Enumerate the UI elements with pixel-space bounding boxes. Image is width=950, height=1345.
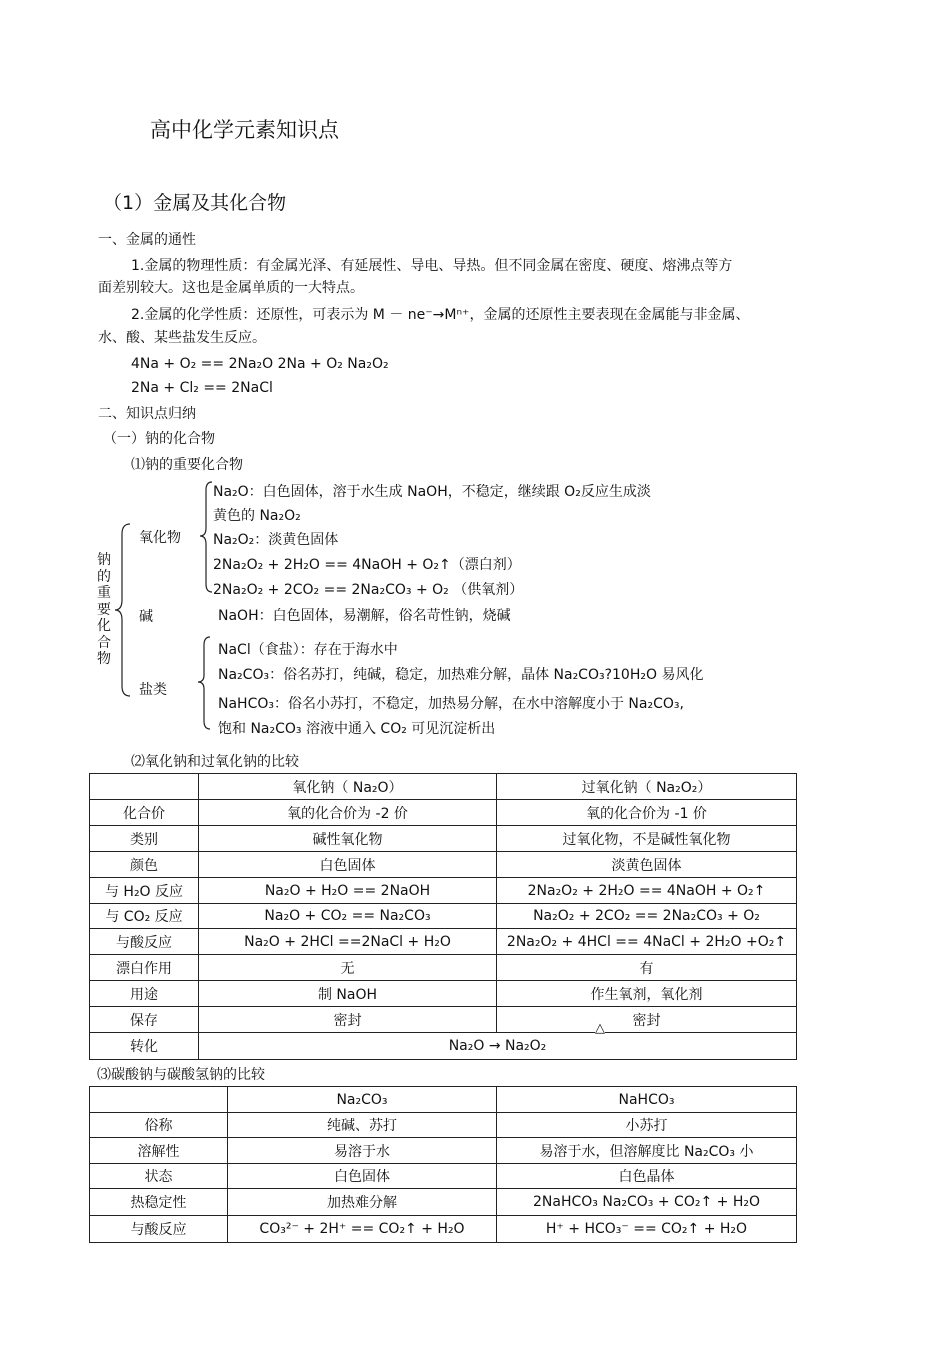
table-cell: 氧的化合价为 -2 价 — [199, 800, 497, 826]
table-header-row — [90, 1087, 797, 1113]
row-label: 与 H₂O 反应 — [90, 878, 199, 904]
table-cell: 白色晶体 — [497, 1164, 797, 1189]
section-heading: （1）金属及其化合物 — [103, 192, 287, 214]
heat-triangle-icon: △ — [595, 1021, 605, 1036]
table-cell: H⁺ + HCO₃⁻ == CO₂↑ + H₂O — [497, 1216, 797, 1243]
vertical-char: 合 — [97, 634, 111, 651]
category-oxide: 氧化物 — [139, 530, 181, 546]
table-cell: 密封 — [199, 1007, 497, 1033]
vertical-char: 化 — [97, 618, 111, 634]
table-row — [90, 929, 797, 955]
oxide-brace — [198, 480, 214, 594]
row-label: 俗称 — [90, 1113, 228, 1138]
table-cell: 密封 — [497, 1007, 797, 1033]
table-cell: 淡黄色固体 — [497, 852, 797, 878]
table-row — [90, 1113, 797, 1138]
vertical-label — [96, 552, 112, 668]
table-row — [90, 1216, 797, 1243]
vertical-char: 的 — [97, 568, 111, 585]
table-row — [90, 955, 797, 981]
page-title: 高中化学元素知识点 — [150, 118, 339, 142]
paragraph-chemical-line1: 2.金属的化学性质：还原性，可表示为 M － ne⁻→Mⁿ⁺，金属的还原性主要表现在金属能与非金属、 — [131, 307, 750, 323]
table-cell: 纯碱、苏打 — [228, 1113, 497, 1138]
heading-knowledge-summary: 二、知识点归纳 — [98, 406, 196, 422]
salt-item: NaHCO₃：俗名小苏打，不稳定，加热易分解，在水中溶解度小于 Na₂CO₃, — [218, 696, 684, 712]
table-row — [90, 1164, 797, 1189]
vertical-char: 钠 — [97, 552, 111, 568]
table-cell: Na₂O + 2HCl ==2NaCl + H₂O — [199, 929, 497, 955]
table-cell: Na₂O + H₂O == 2NaOH — [199, 878, 497, 904]
equation-sodium-oxygen: 4Na + O₂ == 2Na₂O 2Na + O₂ Na₂O₂ — [131, 356, 389, 372]
oxide-item: Na₂O：白色固体，溶于水生成 NaOH，不稳定，继续跟 O₂反应生成淡 — [213, 484, 651, 500]
table-cell: 碱性氧化物 — [199, 826, 497, 852]
equation-sodium-chlorine: 2Na + Cl₂ == 2NaCl — [131, 380, 273, 396]
vertical-char: 重 — [97, 585, 111, 601]
vertical-char: 要 — [97, 601, 111, 618]
row-label: 类别 — [90, 826, 199, 852]
category-salt: 盐类 — [139, 682, 167, 698]
row-label: 转化 — [90, 1033, 199, 1060]
row-label: 与酸反应 — [90, 1216, 228, 1243]
category-base: 碱 — [139, 609, 153, 625]
row-label: 化合价 — [90, 800, 199, 826]
subheading-sodium-compounds: （一）钠的化合物 — [103, 431, 215, 447]
table-row-transform — [90, 1033, 797, 1060]
row-label: 热稳定性 — [90, 1189, 228, 1216]
table-cell: CO₃²⁻ + 2H⁺ == CO₂↑ + H₂O — [228, 1216, 497, 1243]
table-row — [90, 878, 797, 904]
table-header-cell: 过氧化钠（ Na₂O₂） — [497, 774, 797, 800]
table-cell: 易溶于水 — [228, 1138, 497, 1164]
table-header-cell: Na₂CO₃ — [228, 1087, 497, 1113]
table-header-cell: 氧化钠（ Na₂O） — [199, 774, 497, 800]
vertical-char: 物 — [97, 651, 111, 667]
table-cell: Na₂O₂ + 2CO₂ == 2Na₂CO₃ + O₂ — [497, 904, 797, 929]
table-row — [90, 1007, 797, 1033]
row-label: 颜色 — [90, 852, 199, 878]
carbonate-comparison-table — [89, 1086, 797, 1243]
table-cell: 无 — [199, 955, 497, 981]
table-cell: 2NaHCO₃ Na₂CO₃ + CO₂↑ + H₂O — [497, 1189, 797, 1216]
row-label: 溶解性 — [90, 1138, 228, 1164]
oxide-item: Na₂O₂：淡黄色固体 — [213, 532, 339, 548]
table-cell: Na₂O + CO₂ == Na₂CO₃ — [199, 904, 497, 929]
salt-item: 饱和 Na₂CO₃ 溶液中通入 CO₂ 可见沉淀析出 — [218, 721, 496, 737]
table-cell: 小苏打 — [497, 1113, 797, 1138]
paragraph-chemical-line2: 水、酸、某些盐发生反应。 — [98, 330, 266, 346]
table-row — [90, 1189, 797, 1216]
row-label: 漂白作用 — [90, 955, 199, 981]
table-cell: 作生氧剂，氧化剂 — [497, 981, 797, 1007]
table-cell: 氧的化合价为 -1 价 — [497, 800, 797, 826]
transform-equation: Na₂O → Na₂O₂ — [448, 1038, 547, 1054]
table-cell: 制 NaOH — [199, 981, 497, 1007]
table-header-cell — [90, 774, 199, 800]
table-row — [90, 852, 797, 878]
table-header-cell: NaHCO₃ — [497, 1087, 797, 1113]
table-header-row — [90, 774, 797, 800]
salt-brace — [196, 635, 212, 731]
table-row — [90, 826, 797, 852]
table-cell: 白色固体 — [228, 1164, 497, 1189]
table-cell: 有 — [497, 955, 797, 981]
table-row — [90, 800, 797, 826]
table-cell: 2Na₂O₂ + 4HCl == 4NaCl + 2H₂O +O₂↑ — [497, 929, 797, 955]
salt-item: NaCl（食盐）：存在于海水中 — [218, 642, 398, 658]
row-label: 状态 — [90, 1164, 228, 1189]
oxide-item: 黄色的 Na₂O₂ — [213, 508, 301, 524]
table-row — [90, 1138, 797, 1164]
table-cell: 过氧化物，不是碱性氧化物 — [497, 826, 797, 852]
heading-general-properties: 一、金属的通性 — [98, 232, 196, 248]
oxide-item: 2Na₂O₂ + 2H₂O == 4NaOH + O₂↑（漂白剂） — [213, 557, 521, 573]
row-label: 与酸反应 — [90, 929, 199, 955]
table-header-cell — [90, 1087, 228, 1113]
table-caption-carbonates: ⑶碳酸钠与碳酸氢钠的比较 — [97, 1067, 265, 1083]
outer-brace — [112, 522, 132, 698]
row-label: 用途 — [90, 981, 199, 1007]
paragraph-physical-line2: 面差别较大。这也是金属单质的一大特点。 — [98, 280, 364, 296]
table-cell: 加热难分解 — [228, 1189, 497, 1216]
subheading-important-compounds: ⑴钠的重要化合物 — [131, 457, 243, 473]
table-row — [90, 904, 797, 929]
oxide-item: 2Na₂O₂ + 2CO₂ == 2Na₂CO₃ + O₂ （供氧剂） — [213, 582, 524, 598]
table-cell: 易溶于水，但溶解度比 Na₂CO₃ 小 — [497, 1138, 797, 1164]
table-row — [90, 981, 797, 1007]
row-label: 保存 — [90, 1007, 199, 1033]
salt-item: Na₂CO₃：俗名苏打，纯碱，稳定，加热难分解，晶体 Na₂CO₃?10H₂O 易风化 — [218, 667, 704, 683]
table-cell: 白色固体 — [199, 852, 497, 878]
oxide-comparison-table — [89, 773, 797, 1060]
table-caption-oxides: ⑵氧化钠和过氧化钠的比较 — [131, 754, 299, 770]
transform-cell — [199, 1021, 797, 1060]
paragraph-physical-line1: 1.金属的物理性质：有金属光泽、有延展性、导电、导热。但不同金属在密度、硬度、熔沸点等方 — [131, 258, 733, 274]
table-cell: 2Na₂O₂ + 2H₂O == 4NaOH + O₂↑ — [497, 878, 797, 904]
row-label: 与 CO₂ 反应 — [90, 904, 199, 929]
base-item: NaOH：白色固体，易潮解，俗名苛性钠，烧碱 — [218, 608, 511, 624]
